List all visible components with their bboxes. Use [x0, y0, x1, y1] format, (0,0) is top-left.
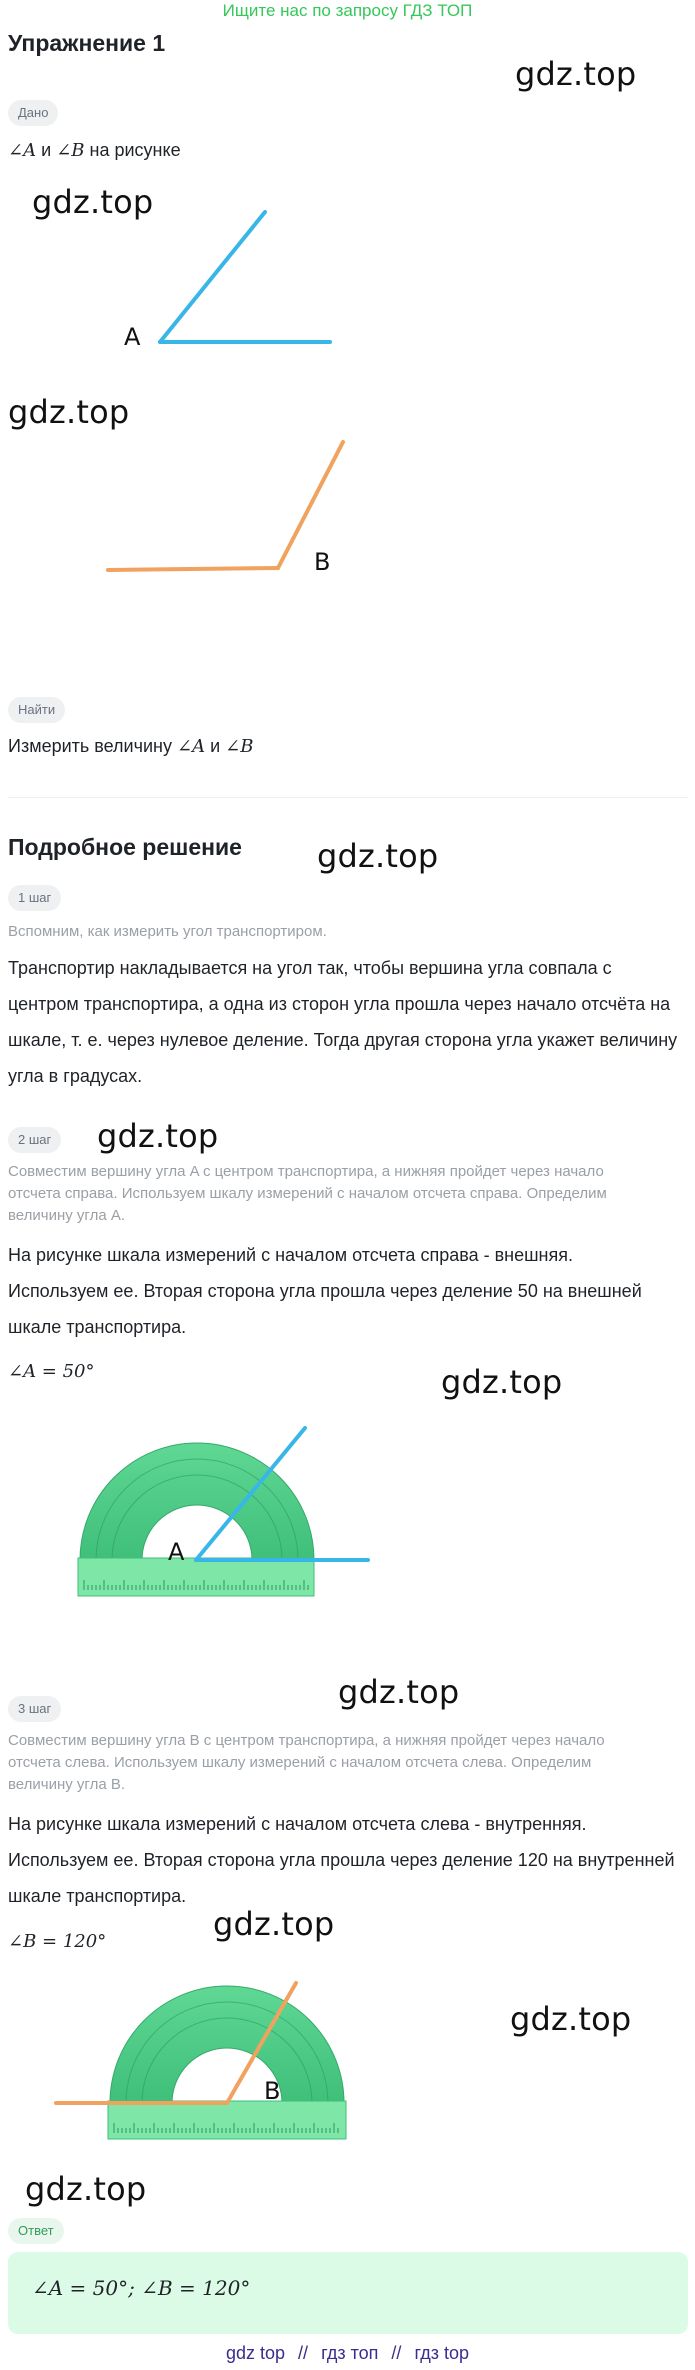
watermark: gdz.top	[25, 2170, 147, 2208]
angle-b-ray-upper	[278, 442, 343, 568]
protractor-figure-a	[0, 1420, 695, 1605]
protractor-a-label: A	[168, 1538, 185, 1566]
step3-body	[8, 1806, 675, 1914]
step3-note-line: отсчета слева. Используем шкалу измерений с началом отсчета слева. Определим	[8, 1754, 592, 1771]
find-conj: и	[210, 736, 221, 756]
step2-result: ∠A = 50°	[8, 1361, 95, 1382]
angle-b-ray-lower	[108, 568, 278, 570]
find-angle-b: ∠B	[225, 736, 254, 757]
step3-result: ∠B = 120°	[8, 1931, 107, 1952]
step1-badge-label: 1 шаг	[8, 885, 61, 911]
step1-line: шкале, т. е. через нулевое деление. Тогда другая сторона угла укажет величину	[8, 1030, 678, 1050]
step1-note: Вспомним, как измерить угол транспортиром.	[8, 923, 327, 940]
step2-line: Используем ее. Вторая сторона угла прошла через деление 50 на внешней	[8, 1281, 642, 1301]
footer-link-gdz-top-ru[interactable]: гдз топ	[321, 2343, 379, 2363]
protractor-b-label: B	[264, 2077, 281, 2105]
step2-badge	[8, 1127, 61, 1153]
watermark: gdz.top	[97, 1117, 219, 1155]
footer-link-gdz-top[interactable]: gdz top	[225, 2343, 286, 2363]
watermark: gdz.top	[510, 2000, 632, 2038]
step3-line: На рисунке шкала измерений с началом отсчета слева - внутренняя.	[8, 1814, 587, 1834]
watermark: gdz.top	[213, 1905, 335, 1943]
given-badge-label: Дано	[8, 100, 58, 126]
step1-body	[8, 950, 677, 1094]
step3-line: шкале транспортира.	[8, 1886, 187, 1906]
protractor-figure-b	[0, 1975, 695, 2150]
watermark: gdz.top	[317, 837, 439, 875]
step3-note-line: Совместим вершину угла B с центром транспортира, а нижняя пройдет через начало	[8, 1732, 605, 1749]
given-conj: и	[41, 140, 52, 160]
step3-badge-label: 3 шаг	[8, 1696, 61, 1722]
protractor-ruler	[78, 1558, 314, 1596]
step2-badge-label: 2 шаг	[8, 1127, 61, 1153]
given-badge	[8, 100, 58, 126]
top-banner: Ищите нас по запросу ГДЗ ТОП	[222, 1, 473, 20]
step3-note-line: величину угла B.	[8, 1776, 125, 1793]
answer-text: ∠A = 50°; ∠B = 120°	[32, 2276, 251, 2300]
step2-body	[8, 1237, 642, 1345]
step3-note	[8, 1730, 605, 1796]
footer-separator: //	[298, 2343, 309, 2363]
protractor-ruler	[108, 2101, 346, 2139]
answer-badge	[8, 2218, 64, 2244]
watermark: gdz.top	[515, 55, 637, 93]
footer-separator: //	[391, 2343, 402, 2363]
answer-badge-label: Ответ	[8, 2218, 64, 2244]
step1-line: Транспортир накладывается на угол так, чтобы вершина угла совпала с	[8, 958, 612, 978]
given-text: ∠A и ∠B на рисунке	[8, 140, 181, 161]
footer-link-gdz-top-mixed[interactable]: гдз top	[414, 2343, 469, 2363]
watermark: gdz.top	[441, 1363, 563, 1401]
given-angle-b: B	[71, 140, 85, 161]
figure-angle-b	[0, 430, 695, 580]
step2-line: На рисунке шкала измерений с началом отсчета справа - внешняя.	[8, 1245, 573, 1265]
step1-badge	[8, 885, 61, 911]
angle-b-label: B	[314, 548, 331, 576]
figure-angle-a	[0, 200, 695, 360]
angle-a-label: A	[124, 323, 141, 351]
exercise-title: Упражнение 1	[8, 30, 166, 56]
step2-note-line: отсчета справа. Используем шкалу измерений с началом отсчета справа. Определим	[8, 1185, 607, 1202]
step2-line: шкале транспортира.	[8, 1317, 187, 1337]
step3-badge	[8, 1696, 61, 1722]
find-text	[8, 728, 253, 765]
given-suffix: на рисунке	[89, 140, 181, 160]
step2-note-line: Совместим вершину угла A с центром транспортира, а нижняя пройдет через начало	[8, 1163, 604, 1180]
angle-a-ray-upper	[160, 212, 265, 342]
watermark: gdz.top	[8, 393, 130, 431]
find-prefix: Измерить величину	[8, 736, 172, 756]
divider	[8, 797, 688, 798]
step2-note	[8, 1161, 607, 1227]
find-badge-label: Найти	[8, 697, 65, 723]
step2-note-line: величину угла A.	[8, 1207, 125, 1224]
watermark: gdz.top	[338, 1673, 460, 1711]
step3-line: Используем ее. Вторая сторона угла прошла через деление 120 на внутренней	[8, 1850, 675, 1870]
find-badge	[8, 697, 65, 723]
step1-line: центром транспортира, а одна из сторон угла прошла через начало отсчёта на	[8, 994, 671, 1014]
footer-links	[0, 2343, 695, 2364]
find-angle-a: ∠A	[176, 736, 206, 757]
step1-line: угла в градусах.	[8, 1066, 143, 1086]
watermark: gdz.top	[32, 183, 154, 221]
given-angle-a: A	[23, 140, 37, 161]
solution-title: Подробное решение	[8, 834, 242, 860]
angle-symbol: ∠	[8, 140, 24, 161]
